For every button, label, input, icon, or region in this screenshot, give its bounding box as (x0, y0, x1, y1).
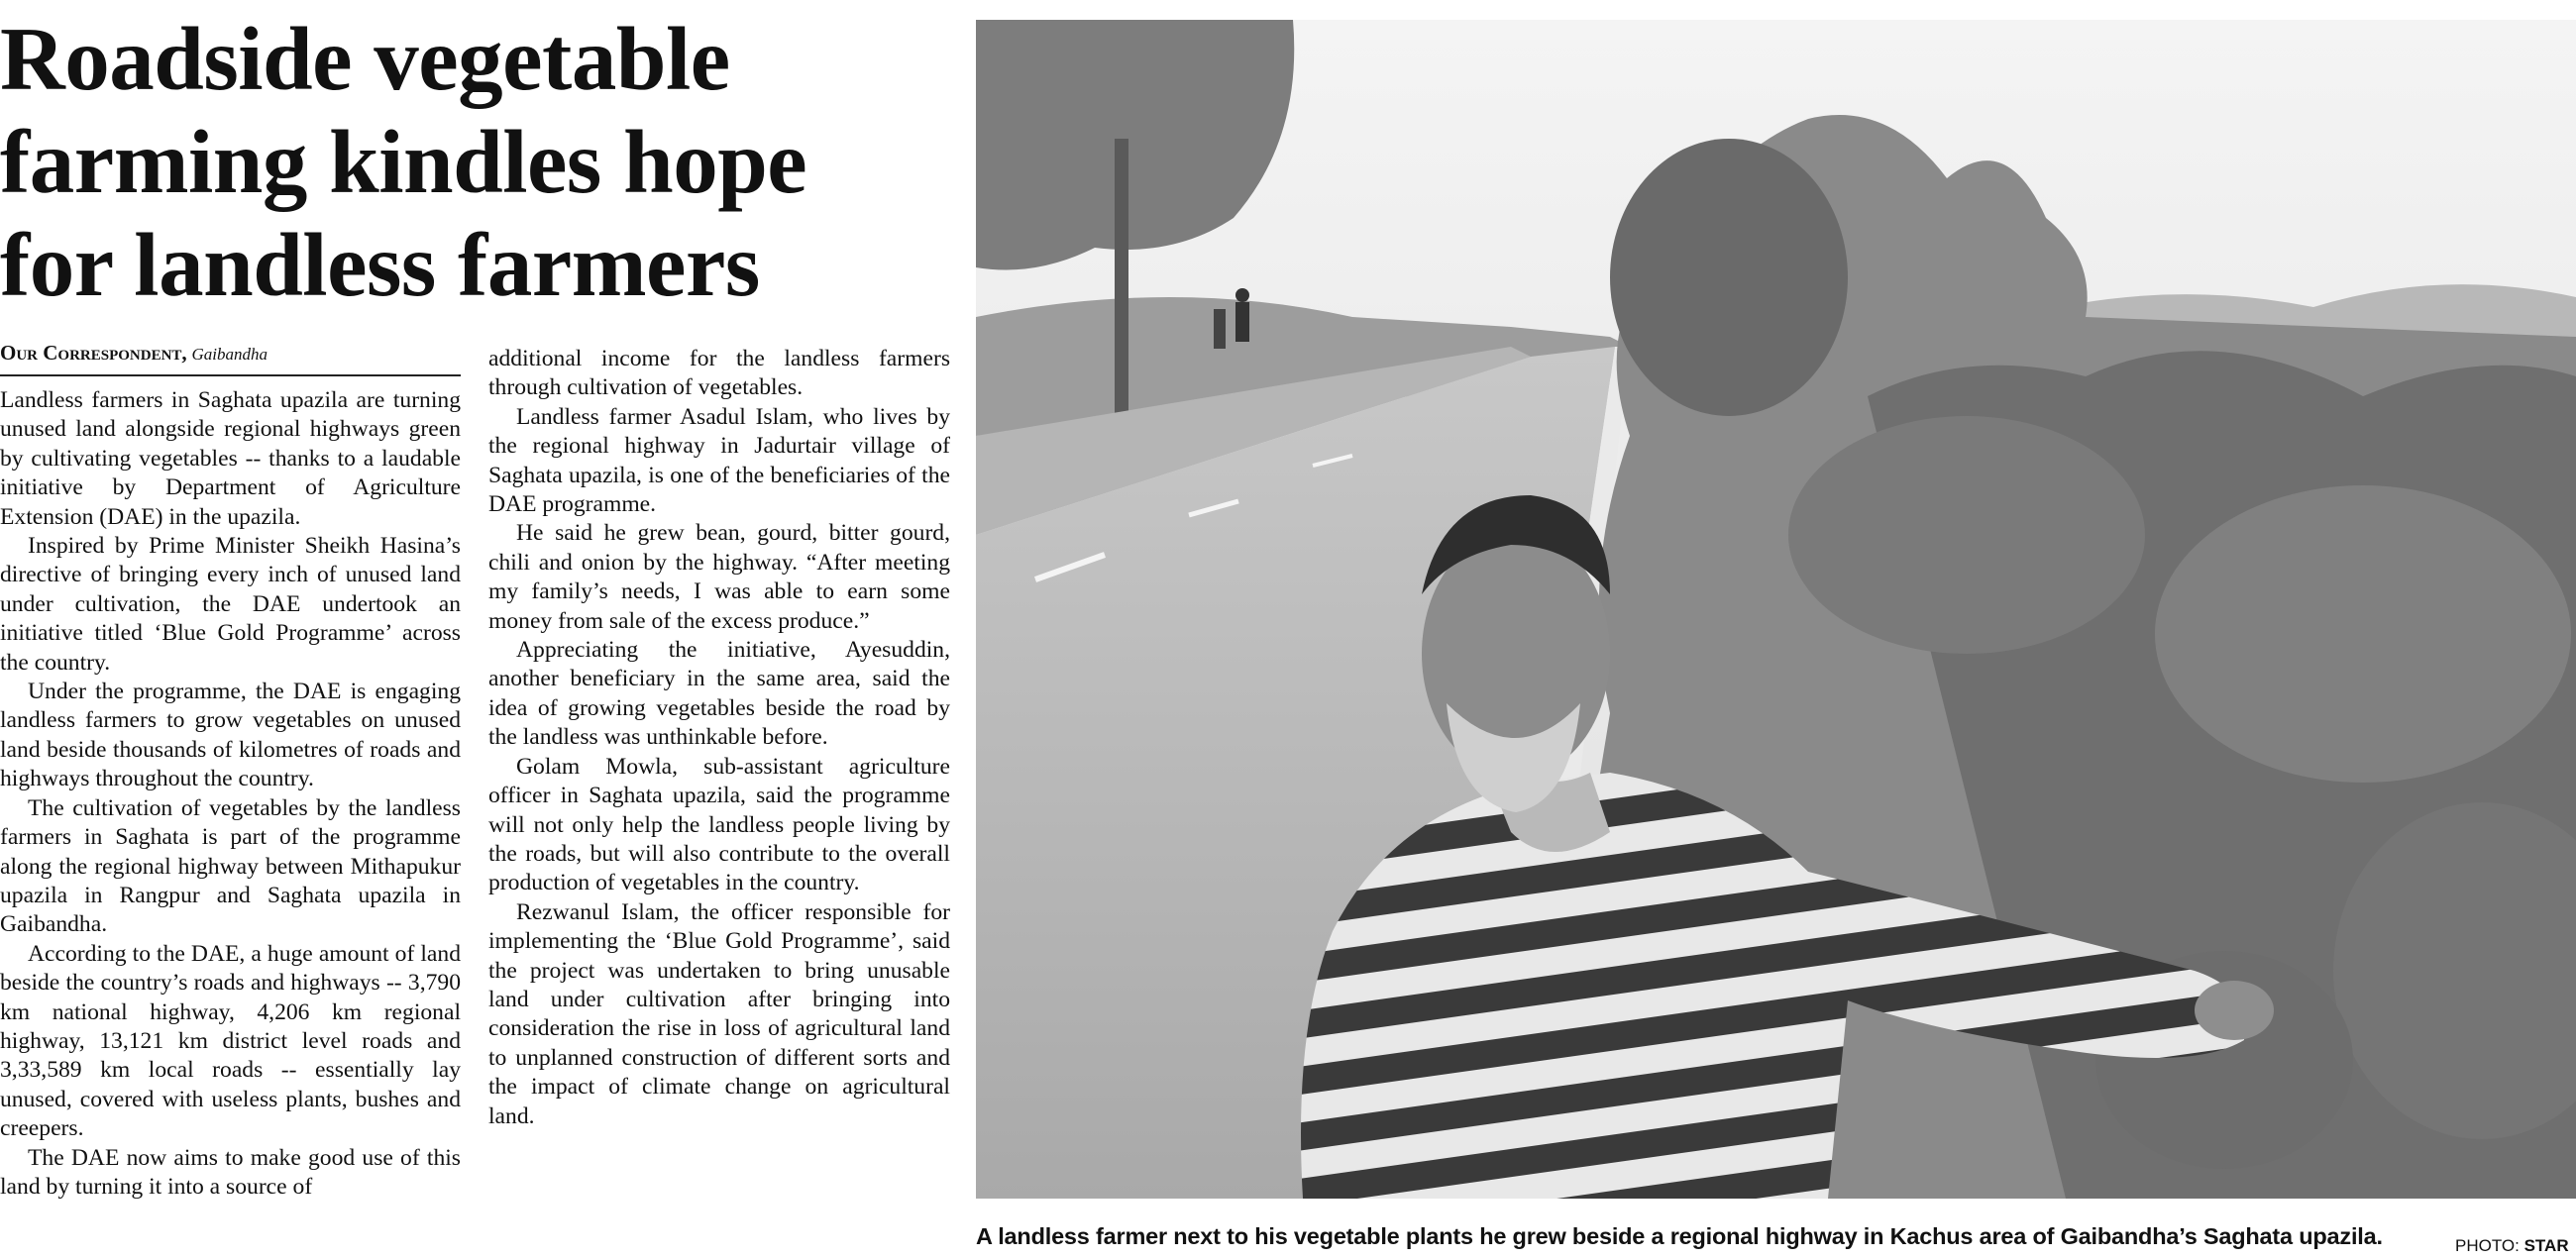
article-column-2 (488, 345, 950, 1131)
farmer-roadside-photo (976, 20, 2576, 1199)
paragraph: additional income for the landless farmers through cultivation of vegetables. (488, 346, 950, 401)
paragraph: The cultivation of vegetables by the landless farmers in Saghata is part of the programme along the regional highway between Mithapukur upazila in Rangpur and Saghata upazila in Gaibandha. (0, 794, 461, 938)
paragraph: Rezwanul Islam, the officer responsible for implementing the ‘Blue Gold Programme’, said the project was undertaken to bring unusable land under cultivation after bringing into consideration the rise in loss of agricultural land to unplanned construction of different sorts and the impact of climate change on agricultural land. (488, 898, 950, 1129)
photo-credit (2455, 1236, 2569, 1256)
article-headline (0, 8, 966, 317)
paragraph: The DAE now aims to make good use of this land by turning it into a source of (0, 1144, 461, 1200)
paragraph: According to the DAE, a huge amount of land beside the country’s roads and highways -- 3,790 km national highway, 4,206 km regional highway, 13,121 km district level roads and 3,33,589 km local roads -- essentially lay unused, covered with useless plants, bushes and creepers. (0, 940, 461, 1142)
paragraph: Landless farmer Asadul Islam, who lives by the regional highway in Jadurtair village of Saghata upazila, is one of the beneficiaries of the DAE programme. (488, 403, 950, 518)
byline (0, 342, 461, 376)
article-column-1 (0, 386, 461, 1202)
paragraph: He said he grew bean, gourd, bitter gourd, chili and onion by the highway. “After meeting my family’s needs, I was able to earn some money from sale of the excess produce.” (488, 520, 950, 634)
byline-author: Our Correspondent, (0, 341, 187, 365)
photo-credit-label: PHOTO: (2455, 1236, 2524, 1255)
article-photo (976, 20, 2576, 1199)
headline-line-2: farming kindles hope (0, 112, 807, 212)
headline-line-1: Roadside vegetable (0, 9, 730, 109)
headline-line-3: for landless farmers (0, 215, 760, 315)
photo-credit-source: STAR (2523, 1236, 2569, 1255)
photo-caption: A landless farmer next to his vegetable plants he grew beside a regional highway in Kachus area of Gaibandha’s Saghata upazila. (976, 1223, 2383, 1249)
paragraph: Appreciating the initiative, Ayesuddin, another beneficiary in the same area, said the idea of growing vegetables beside the road by the landless was unthinkable before. (488, 637, 950, 751)
paragraph: Golam Mowla, sub-assistant agriculture officer in Saghata upazila, said the programme will not only help the landless people living by the roads, but will also contribute to the overall production of vegetables in the country. (488, 753, 950, 896)
byline-location: Gaibandha (191, 345, 268, 364)
paragraph: Landless farmers in Saghata upazila are turning unused land alongside regional highways green by cultivating vegetables -- thanks to a laudable initiative by Department of Agriculture Extension (DAE) in the upazila. (0, 387, 461, 530)
paragraph: Inspired by Prime Minister Sheikh Hasina’s directive of bringing every inch of unused land under cultivation, the DAE undertook an initiative titled ‘Blue Gold Programme’ across the country. (0, 533, 461, 676)
paragraph: Under the programme, the DAE is engaging landless farmers to grow vegetables on unused land beside thousands of kilometres of roads and highways throughout the country. (0, 679, 461, 792)
